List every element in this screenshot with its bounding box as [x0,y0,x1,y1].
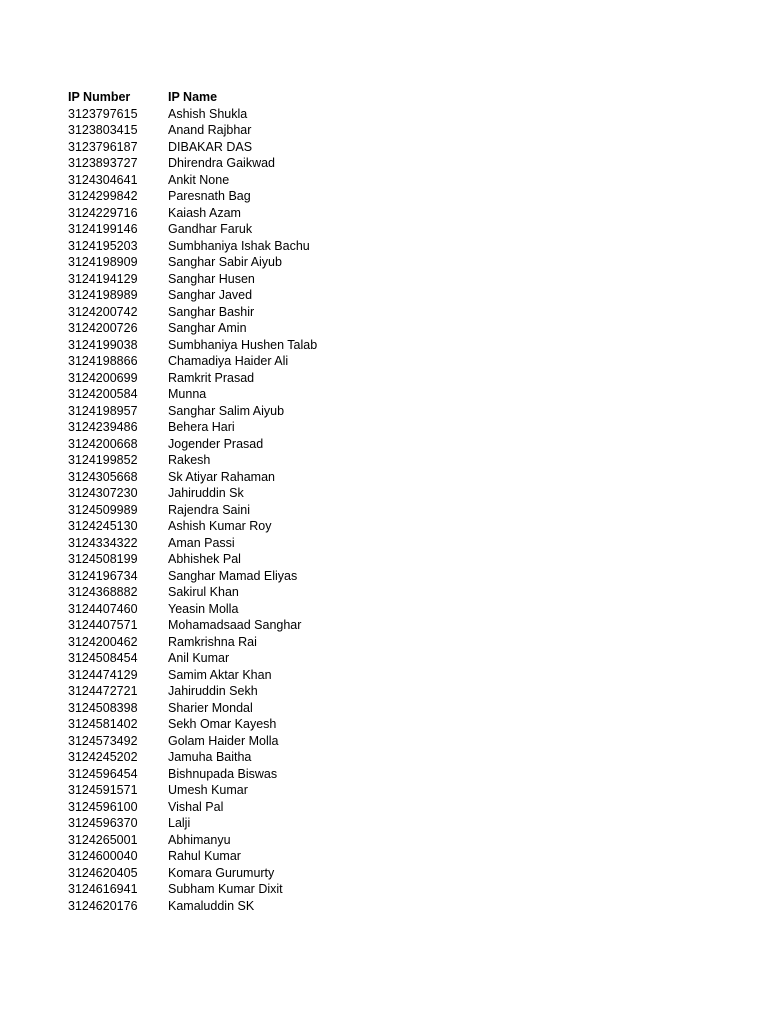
ip-name-cell: Rakesh [168,453,211,467]
ip-name-cell: Sanghar Mamad Eliyas [168,568,298,583]
ip-number-cell: 3124581402 [68,717,138,731]
ip-number-cell: 3124198957 [68,403,138,418]
ip-number-cell: 3124299842 [68,189,138,203]
ip-number-cell: 3123797615 [68,106,138,121]
ip-name-cell: Ramkrit Prasad [168,370,255,385]
ip-number-cell: 3124200742 [68,304,138,319]
ip-name-cell: Kaiash Azam [168,205,241,220]
column-header-ip-number: IP Number [68,90,131,104]
ip-name-cell: Sanghar Bashir [168,304,255,319]
ip-name-cell: Ramkrishna Rai [168,634,257,649]
table-row [68,650,708,667]
table-row [68,485,708,502]
ip-name-cell: Umesh Kumar [168,783,248,797]
table-row [68,683,708,700]
table-row [68,700,708,717]
ip-number-cell: 3124200668 [68,436,138,451]
ip-number-cell: 3124573492 [68,733,138,748]
ip-name-cell: Dhirendra Gaikwad [168,156,275,170]
table-row [68,667,708,684]
ip-name-cell: Mohamadsaad Sanghar [168,618,302,632]
ip-number-cell: 3123796187 [68,139,138,154]
ip-name-cell: Jogender Prasad [168,436,264,451]
table-row [68,518,708,535]
table-row [68,749,708,766]
ip-name-cell: Jahiruddin Sk [168,486,244,500]
table-row [68,716,708,733]
table-body [68,106,708,915]
ip-number-cell: 3124474129 [68,667,138,682]
table-row [68,601,708,618]
table-row [68,254,708,271]
ip-number-cell: 3124195203 [68,238,138,253]
table-row [68,271,708,288]
ip-name-cell: Rajendra Saini [168,502,250,517]
table-row [68,386,708,403]
ip-number-cell: 3124200699 [68,370,138,385]
table-row [68,634,708,651]
table-row [68,832,708,849]
ip-name-cell: Kamaluddin SK [168,898,255,913]
table-row [68,881,708,898]
ip-name-cell: Samim Aktar Khan [168,667,272,682]
ip-number-cell: 3124198866 [68,354,138,368]
ip-name-cell: Golam Haider Molla [168,733,279,748]
ip-name-cell: Ashish Shukla [168,106,248,121]
ip-name-cell: Ashish Kumar Roy [168,519,272,533]
table-row [68,799,708,816]
table-row [68,122,708,139]
table-row [68,766,708,783]
ip-number-cell: 3124616941 [68,882,138,896]
ip-name-cell: Yeasin Molla [168,601,239,616]
table-row [68,238,708,255]
ip-name-cell: Ankit None [168,172,230,187]
ip-number-cell: 3124334322 [68,535,138,550]
ip-number-cell: 3124407571 [68,618,138,632]
table-row [68,320,708,337]
ip-number-cell: 3124239486 [68,420,138,434]
ip-number-cell: 3124229716 [68,205,138,220]
table-row [68,304,708,321]
ip-name-cell: Behera Hari [168,420,235,434]
ip-name-cell: Abhishek Pal [168,552,241,566]
ip-name-cell: Subham Kumar Dixit [168,882,283,896]
table-row [68,370,708,387]
table-row [68,535,708,552]
ip-number-cell: 3124508454 [68,651,138,665]
ip-number-cell: 3123893727 [68,156,138,170]
ip-number-cell: 3124305668 [68,469,138,484]
ip-name-cell: Aman Passi [168,535,235,550]
ip-number-cell: 3124196734 [68,568,138,583]
table-header-row [68,89,708,106]
ip-number-cell: 3124620405 [68,865,138,880]
ip-name-cell: Sakirul Khan [168,585,239,599]
ip-name-cell: Sharier Mondal [168,700,253,715]
ip-number-cell: 3124368882 [68,585,138,599]
ip-number-cell: 3124508398 [68,700,138,715]
table-row [68,139,708,156]
table-row [68,287,708,304]
table-row [68,782,708,799]
ip-name-cell: Gandhar Faruk [168,222,253,236]
ip-number-cell: 3124620176 [68,898,138,913]
ip-number-cell: 3124596454 [68,766,138,781]
table-row [68,403,708,420]
ip-number-cell: 3124596100 [68,799,138,814]
table-row [68,172,708,189]
ip-name-cell: Vishal Pal [168,799,224,814]
table-row [68,205,708,222]
ip-name-cell: Sanghar Javed [168,288,253,302]
ip-number-cell: 3124307230 [68,486,138,500]
ip-name-cell: Anand Rajbhar [168,123,252,137]
ip-number-cell: 3124198909 [68,255,138,269]
ip-name-cell: Rahul Kumar [168,849,241,863]
ip-name-cell: Sanghar Salim Aiyub [168,403,285,418]
table-row [68,337,708,354]
ip-name-cell: Komara Gurumurty [168,865,275,880]
table-row [68,419,708,436]
ip-name-cell: Paresnath Bag [168,189,251,203]
ip-name-cell: Jamuha Baitha [168,750,252,764]
table-row [68,551,708,568]
ip-number-cell: 3124198989 [68,288,138,302]
ip-number-cell: 3124200726 [68,321,138,335]
table-row [68,815,708,832]
ip-number-cell: 3124199038 [68,337,138,352]
ip-name-cell: Chamadiya Haider Ali [168,354,289,368]
ip-number-cell: 3124245202 [68,750,138,764]
ip-number-cell: 3124509989 [68,502,138,517]
column-header-ip-name: IP Name [168,90,218,104]
ip-name-cell: Sanghar Amin [168,321,247,335]
table-row [68,469,708,486]
ip-number-cell: 3123803415 [68,123,138,137]
ip-name-cell: Sekh Omar Kayesh [168,717,277,731]
ip-number-cell: 3124265001 [68,832,138,847]
ip-name-cell: Sumbhaniya Ishak Bachu [168,238,310,253]
ip-name-cell: Jahiruddin Sekh [168,684,258,698]
ip-number-cell: 3124596370 [68,816,138,830]
ip-table [68,89,708,914]
table-row [68,436,708,453]
ip-number-cell: 3124407460 [68,601,138,616]
ip-name-cell: Sanghar Sabir Aiyub [168,255,282,269]
ip-number-cell: 3124194129 [68,271,138,286]
table-row [68,617,708,634]
ip-name-cell: Lalji [168,816,191,830]
ip-number-cell: 3124199852 [68,453,138,467]
ip-number-cell: 3124508199 [68,552,138,566]
table-row [68,353,708,370]
table-row [68,221,708,238]
ip-name-cell: Sk Atiyar Rahaman [168,469,275,484]
ip-name-cell: Sumbhaniya Hushen Talab [168,337,318,352]
table-row [68,898,708,915]
ip-name-cell: Anil Kumar [168,651,230,665]
table-row [68,568,708,585]
ip-number-cell: 3124600040 [68,849,138,863]
table-row [68,733,708,750]
table-row [68,584,708,601]
ip-number-cell: 3124199146 [68,222,138,236]
table-row [68,155,708,172]
table-row [68,188,708,205]
ip-name-cell: Abhimanyu [168,832,231,847]
ip-number-cell: 3124200462 [68,634,138,649]
table-row [68,848,708,865]
table-row [68,502,708,519]
ip-name-cell: Bishnupada Biswas [168,766,278,781]
ip-number-cell: 3124245130 [68,519,138,533]
table-row [68,865,708,882]
ip-number-cell: 3124200584 [68,387,138,401]
ip-number-cell: 3124591571 [68,783,138,797]
ip-number-cell: 3124472721 [68,684,138,698]
table-row [68,106,708,123]
ip-name-cell: Munna [168,387,207,401]
ip-number-cell: 3124304641 [68,172,138,187]
ip-name-cell: Sanghar Husen [168,271,255,286]
ip-name-cell: DIBAKAR DAS [168,139,253,154]
table-row [68,452,708,469]
